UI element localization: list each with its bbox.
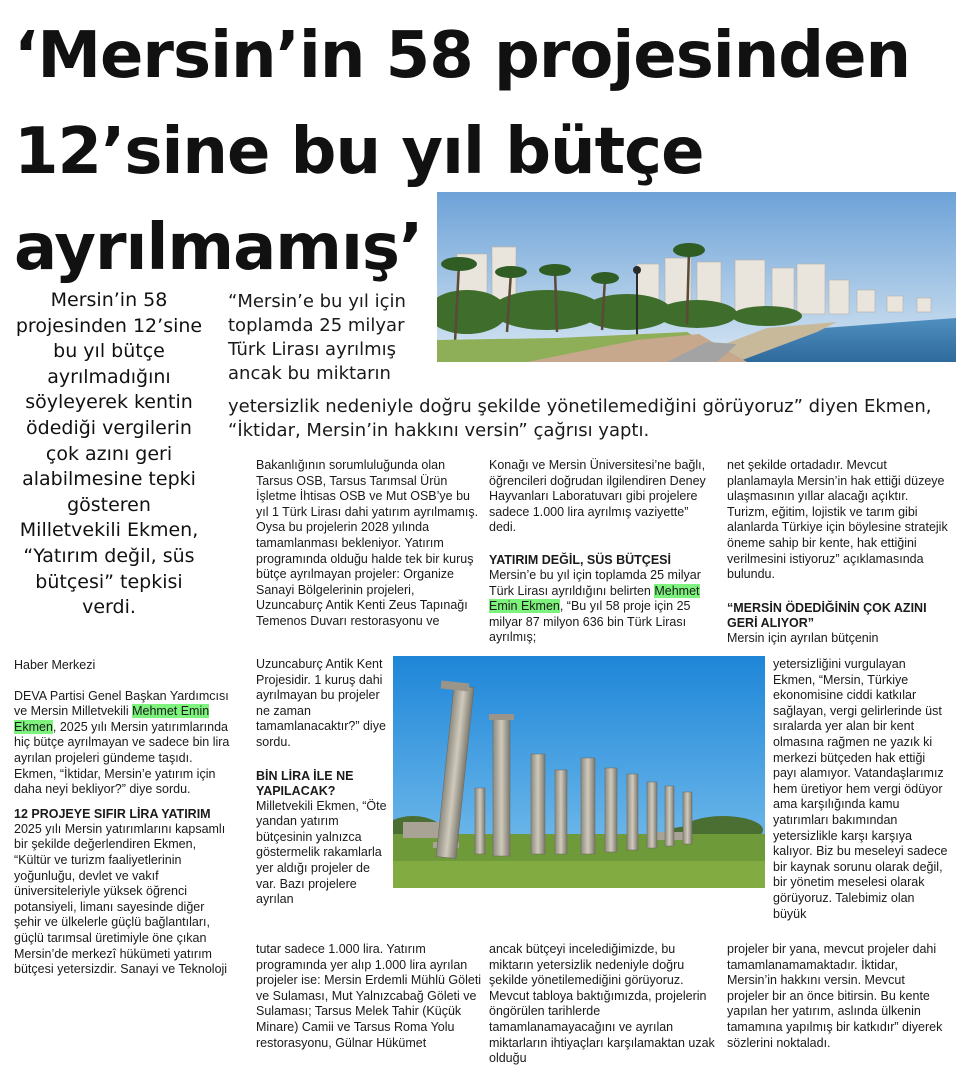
subheading-bin-lira: BİN LİRA İLE NE YAPILACAK? <box>256 768 354 798</box>
column-3-bottom <box>489 942 715 1067</box>
col1-paragraph-1: DEVA Partisi Genel Başkan Yardımcısı ve Mersin Milletvekili Mehmet Emin Ekmen, 2025 yılı Mersin yatırımlarında hiç bütçe ayrılmayan ve sadece bin lira ayrılan projeleri gündeme taşıdı. Ekmen, “İktidar, Mersin’e yatırım için daha neyi bekliyor?” diye sordu. <box>14 688 230 797</box>
col3-paragraph-1: Konağı ve Mersin Üniversitesi’ne bağlı, öğrencileri doğrudan ilgilendiren Deney Hayvanları Laboratuvarı gibi projelere sadece 1.000 lira ayrılmış vaziyette” dedi. <box>489 458 706 535</box>
column-2-bottom <box>256 942 482 1051</box>
col3-paragraph-3: ancak bütçeyi incelediğimizde, bu miktarın yetersizlik nedeniyle doğru şekilde yönetilemediğini görüyoruz. Mevcut tabloya baktığımızda, projelerin öngörülen tarihlerde tamamlanamayacağını ve ayrılan miktarların ihtiyaçları karşılamaktan uzak olduğu <box>489 942 715 1066</box>
column-4-wrap <box>773 657 949 922</box>
col1-paragraph-2: 2025 yılı Mersin yatırımlarını kapsamlı bir şekilde değerlendiren Ekmen, “Kültür ve turizm faaliyetlerinin yoğunluğu, devlet ve vakıf üniversiteleriyle yüksek öğrenci potansiyeli, limanı sayesinde diğer şehir ve ülkelerle güçlü bağlantıları, güçlü tarımsal üretimiyle öne çıkan Mersin’de merkezî hükümeti yatırım bütçesi yetersizdir. Sanayi ve Teknoloji <box>14 821 228 977</box>
lede-text: Mersin’in 58 projesinden 12’sine bu yıl bütçe ayrılmadığını söyleyerek kentin ödediği vergilerin çok azını geri alabilmesine tepki gösteren Milletvekili Ekmen, “Yatırım değil, süs bütçesi” tepkisi verdi. <box>15 289 203 619</box>
column-1 <box>14 658 232 978</box>
column-2-top <box>256 458 482 630</box>
col2-paragraph-2-wrap: Milletvekili Ekmen, “Öte yandan yatırım bütçesinin yalnızca göstermelik rakamlarla yer aldığı projeler de var. Bazı projelere ayrılan <box>256 798 387 907</box>
col2-paragraph-1: Bakanlığının sorumluluğunda olan Tarsus OSB, Tarsus Tarımsal Ürün İşletme İhtisas OSB ve Mut OSB’ye bu yıl 1 Türk Lirası dahi yatırım ayrılmamış. Oysa bu projelerin 2028 yılında tamamlanması bekleniyor. Yatırım programında olduğu halde tek bir kuruş bütçe ayrılmayan projeler: Organize Sanayi Bölgelerinin projeleri, Uzuncaburç Antik Kenti Zeus Tapınağı Temenos Duvarı restorasyonu ve <box>256 458 479 628</box>
column-4-top <box>727 458 949 646</box>
subheading-geri-aliyor: “MERSİN ÖDEDİĞİNİN ÇOK AZINI GERİ ALIYOR” <box>727 600 927 630</box>
col2-paragraph-1-wrap: Uzuncaburç Antik Kent Projesidir. 1 kuruş dahi ayrılmayan bu projeler ne zaman tamamlanacaktır?” diye sordu. <box>256 657 386 749</box>
highlighted-name: Mehmet Emin Ekmen <box>14 704 210 734</box>
column-2-wrap <box>256 657 388 908</box>
column-3-top <box>489 458 715 646</box>
col4-paragraph-2-wrap: yetersizliğini vurgulayan Ekmen, “Mersin, Türkiye ekonomisine ciddi katkılar sağlayan, vergi gelirlerinde üst sıralarda yer alan bir kent olmasına rağmen ne yazık ki merkezi bütçeden hak ettiği payı alamıyor. Vatandaşlarımız hem üretiyor hem vergi ödüyor ama karşılığında kamu yatırımları bakımından yetersizlikle karşı karşıya kalıyor. Biz bu meseleyi sadece bir kaynak sorunu olarak değil, bir yönetim meselesi olarak görüyoruz. Talebimiz olan büyük <box>773 657 948 921</box>
pull-quote-part-1: “Mersin’e bu yıl için toplamda 25 milyar Türk Lirası ayrılmış ancak bu miktarın <box>228 291 406 384</box>
headline-line-3: ayrılmamış’ <box>14 211 423 285</box>
ancient-columns-photo <box>393 656 765 888</box>
subheading-sifir-lira: 12 PROJEYE SIFIR LİRA YATIRIM <box>14 806 211 821</box>
col4-paragraph-2: Mersin için ayrılan bütçenin <box>727 630 879 645</box>
col3-paragraph-2: Mersin’e bu yıl için toplamda 25 milyar Türk Lirası ayrıldığını belirten Mehmet Emin Ekmen, “Bu yıl 58 proje için 25 milyar 87 milyon 636 bin Türk Lirası ayrılmış; <box>489 567 701 645</box>
col2-paragraph-2: tutar sadece 1.000 lira. Yatırım programında yer alıp 1.000 lira ayrılan projeler ise: Mersin Erdemli Mühlü Göleti ve Sulaması, Mut Yalnızcabağ Göleti ve Sulaması; Tarsus Melek Tahir (Küçük Minare) Camii ve Tarsus Roma Yolu restorasyonu, Gülnar Hükümet <box>256 942 482 1050</box>
highlighted-name: Mehmet Emin Ekmen <box>489 583 700 614</box>
headline-line-2: 12’sine bu yıl bütçe <box>14 115 704 189</box>
byline: Haber Merkezi <box>14 658 96 672</box>
col4-paragraph-1: net şekilde ortadadır. Mevcut planlamayla Mersin’in hak ettiği düzeye ulaşmasının yıllar alacağı açıktır. Turizm, eğitim, lojistik ve tarım gibi alanlarda Türkiye için böylesine stratejik öneme sahip bir kente, hak ettiğini verilmesini istiyoruz” açıklamasında bulundu. <box>727 458 948 582</box>
column-4-bottom <box>727 942 949 1051</box>
mersin-coast-photo <box>437 192 956 362</box>
pull-quote-part-2: yetersizlik nedeniyle doğru şekilde yönetilemediğini görüyoruz” diyen Ekmen, “İktidar, Mersin’in hakkını versin” çağrısı yaptı. <box>228 396 932 441</box>
headline-line-1: ‘Mersin’in 58 projesinden <box>14 19 911 93</box>
col4-paragraph-3: projeler bir yana, mevcut projeler dahi tamamlanamamaktadır. İktidar, Mersin’in hakkını versin. Mevcut projeler bir an önce bitirsin. Bu kente yapılan her yatırım, aslında ülkenin tamamına yapılmış bir katkıdır” diyerek sözlerini noktaladı. <box>727 942 943 1050</box>
subheading-sus-butcesi: YATIRIM DEĞİL, SÜS BÜTÇESİ <box>489 552 671 567</box>
